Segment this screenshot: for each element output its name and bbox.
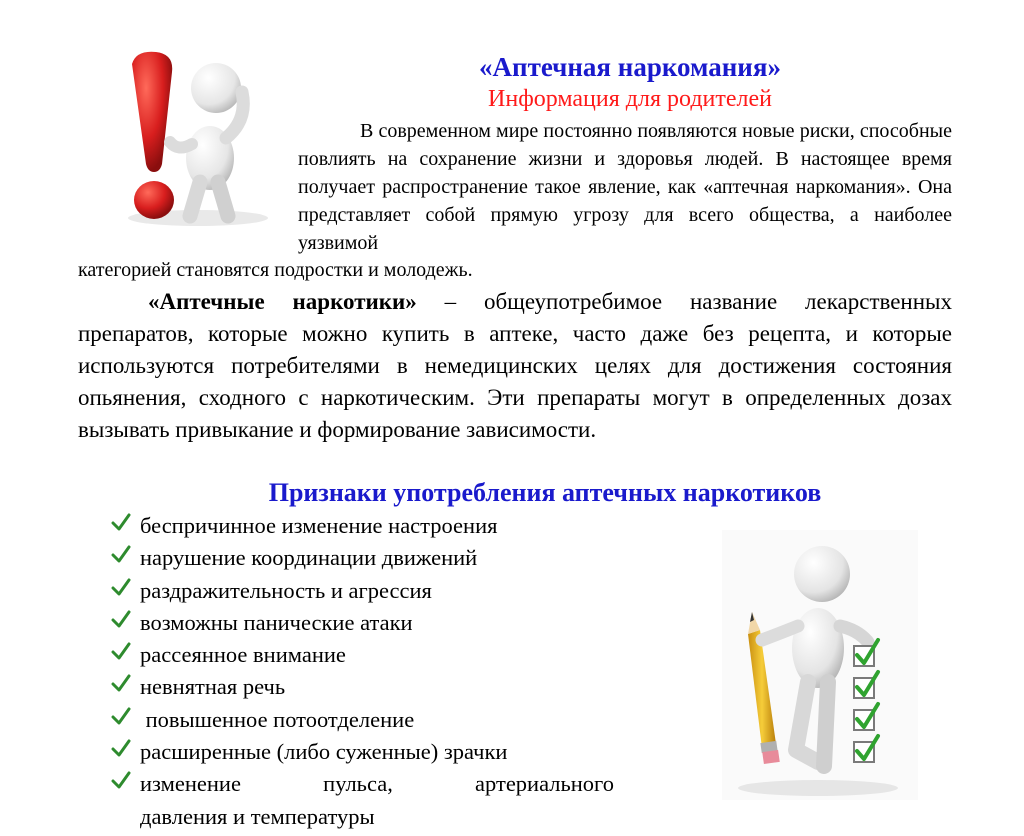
list-item: нарушение координации движений [108, 542, 628, 574]
checkmark-icon [110, 609, 132, 631]
definition-text: – общеупотребимое название лекарственных препаратов, которые можно купить в аптеке, часто даже без рецепта, и которые используются потребителями в немедицинских целях для достижения состояния опьянения, сходного с наркотическим. Эти препараты могут в определенных дозах вызывать привыкание и формирование зависимости. [78, 289, 952, 442]
checkmark-icon [110, 770, 132, 792]
definition-term: «Аптечные наркотики» [148, 289, 417, 314]
exclamation-figure-illustration [118, 40, 298, 230]
list-item: невнятная речь [108, 671, 628, 703]
checkmark-icon [110, 641, 132, 663]
list-item [108, 768, 628, 833]
page-title: «Аптечная наркомания» [479, 52, 781, 82]
list-item: повышенное потоотделение [108, 704, 628, 736]
intro-text: В современном мире постоянно появляются новые риски, способные повлиять на сохранение жизни и здоровья людей. В настоящее время получает распространение такое явление, как «аптечная наркомания». Она представляет собой прямую угрозу для всего общества, а наиболее уязвимой [298, 120, 952, 254]
signs-heading: Признаки употребления аптечных наркотиков [268, 478, 822, 507]
checkmark-icon [110, 706, 132, 728]
intro-last-line: категорией становятся подростки и молодежь. [78, 259, 473, 281]
list-item: рассеянное внимание [108, 639, 628, 671]
pencil-checklist-figure-illustration [722, 530, 918, 800]
signs-list [108, 510, 628, 833]
list-item: возможны панические атаки [108, 607, 628, 639]
list-item-wide-line: изменение пульса, артериального [140, 771, 614, 797]
list-item: беспричинное изменение настроения [108, 510, 628, 542]
checkmark-icon [110, 512, 132, 534]
checkmark-icon [110, 738, 132, 760]
list-item: расширенные (либо суженные) зрачки [108, 736, 628, 768]
definition-paragraph [78, 286, 952, 446]
intro-paragraph [298, 117, 952, 257]
list-item: раздражительность и агрессия [108, 575, 628, 607]
checkmark-icon [110, 673, 132, 695]
checkmark-icon [110, 577, 132, 599]
page-subtitle: Информация для родителей [488, 86, 772, 112]
list-item-continuation: давления и температуры [140, 803, 375, 829]
checkmark-icon [110, 544, 132, 566]
